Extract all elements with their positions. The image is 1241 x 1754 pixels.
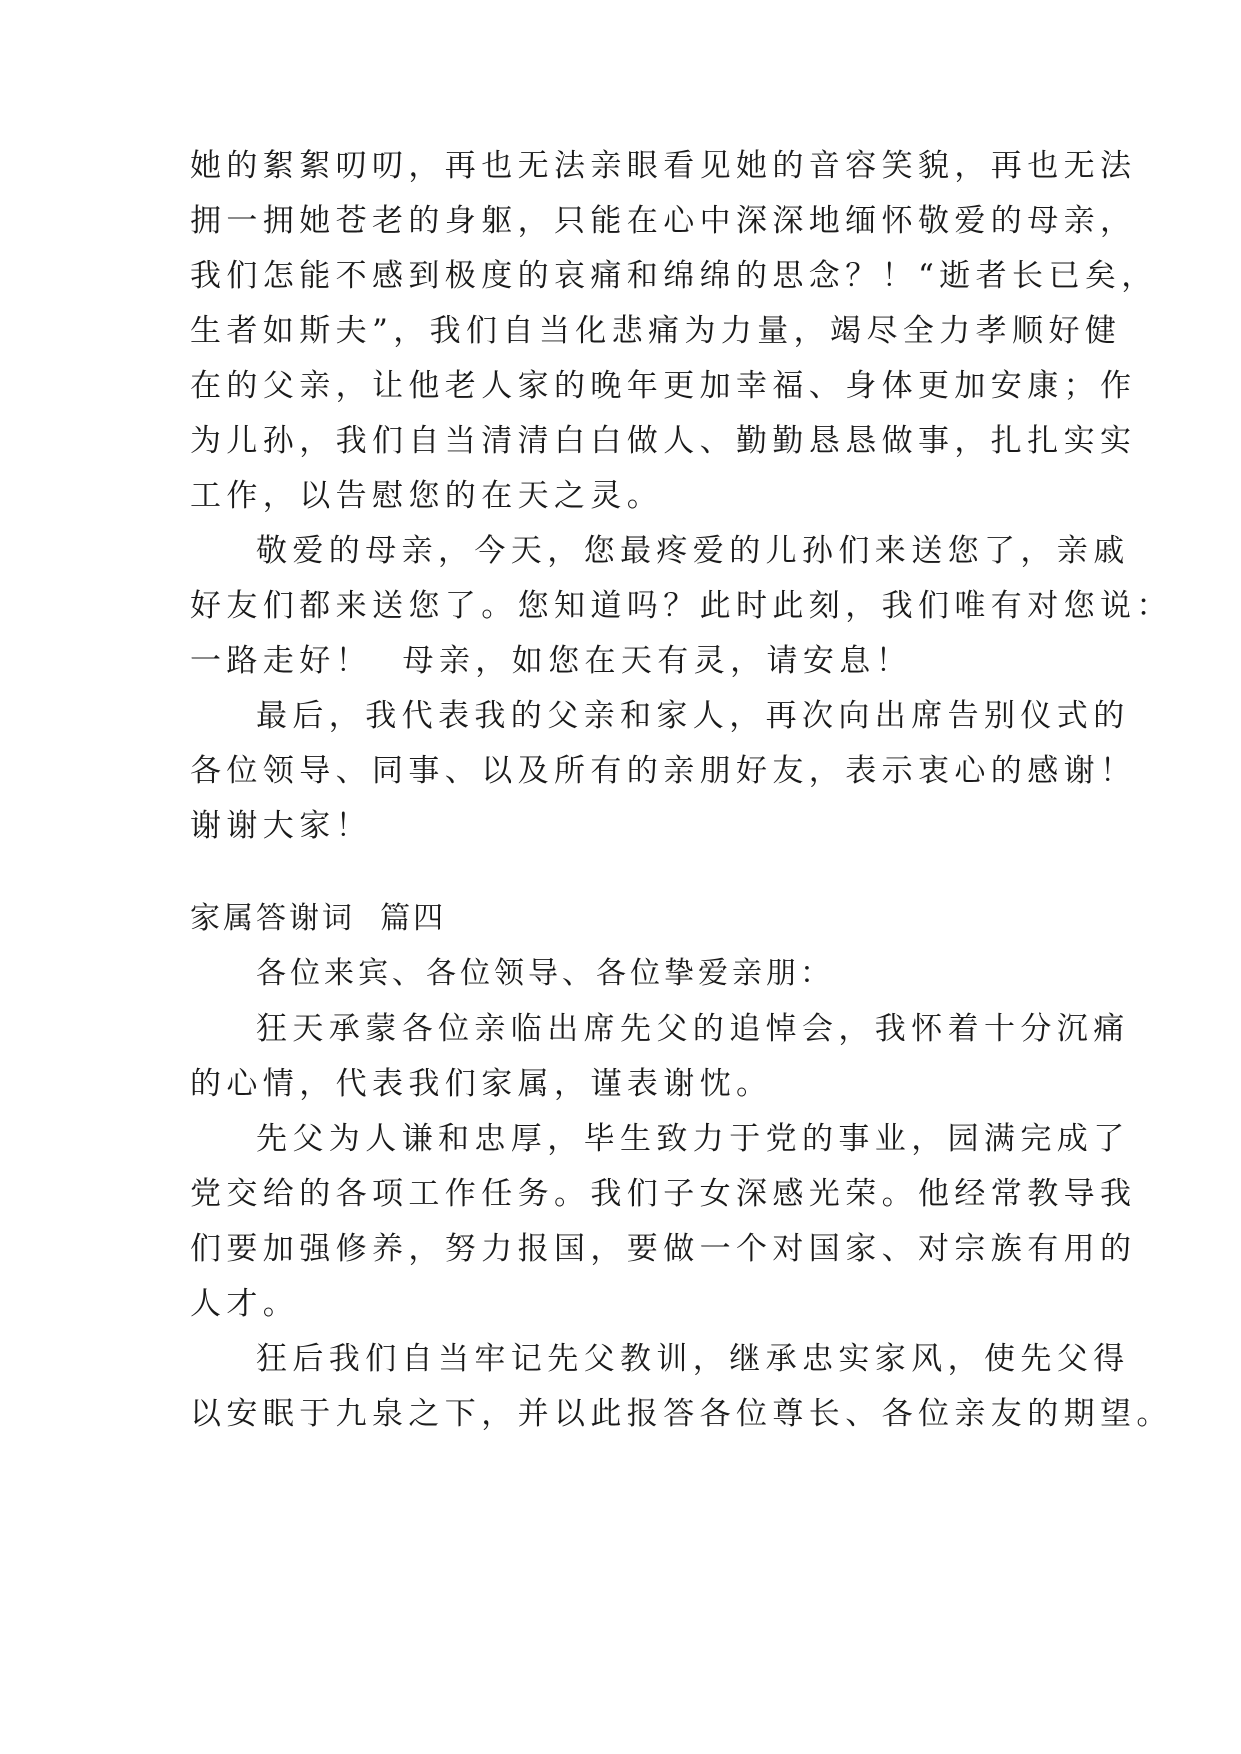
paragraph-line: 以安眠于九泉之下，并以此报答各位尊长、各位亲友的期望。 xyxy=(190,1396,1173,1432)
paragraph-line: 敬爱的母亲，今天，您最疼爱的儿孙们来送您了，亲戚 xyxy=(256,533,1130,569)
section-heading: 家属答谢词 篇四 xyxy=(190,901,447,936)
paragraph-line: 狂后我们自当牢记先父教训，继承忠实家风，使先父得 xyxy=(256,1341,1130,1377)
paragraph-line: 在的父亲，让他老人家的晚年更加幸福、身体更加安康；作 xyxy=(190,368,1137,404)
paragraph-line: 一路走好！ 母亲，如您在天有灵，请安息！ xyxy=(190,643,913,679)
paragraph-line: 先父为人谦和忠厚，毕生致力于党的事业，园满完成了 xyxy=(256,1121,1130,1157)
paragraph-line: 狂天承蒙各位亲临出席先父的追悼会，我怀着十分沉痛 xyxy=(256,1011,1130,1047)
paragraph-line: 各位领导、同事、以及所有的亲朋好友，表示衷心的感谢！ xyxy=(190,753,1137,789)
paragraph-line: 为儿孙，我们自当清清白白做人、勤勤恳恳做事，扎扎实实 xyxy=(190,423,1137,459)
paragraph-line: 人才。 xyxy=(190,1286,300,1322)
greeting-line: 各位来宾、各位领导、各位挚爱亲朋： xyxy=(256,956,834,991)
paragraph-line: 谢谢大家！ xyxy=(190,808,372,844)
paragraph-line: 她的絮絮叨叨，再也无法亲眼看见她的音容笑貌，再也无法 xyxy=(190,148,1137,184)
paragraph-line: 拥一拥她苍老的身躯，只能在心中深深地缅怀敬爱的母亲， xyxy=(190,203,1137,239)
paragraph-line: 工作，以告慰您的在天之灵。 xyxy=(190,478,664,514)
paragraph-line: 的心情，代表我们家属，谨表谢忱。 xyxy=(190,1066,773,1102)
paragraph-line: 生者如斯夫”，我们自当化悲痛为力量，竭尽全力孝顺好健 xyxy=(190,313,1122,349)
paragraph-line: 党交给的各项工作任务。我们子女深感光荣。他经常教导我 xyxy=(190,1176,1137,1212)
paragraph-line: 们要加强修养，努力报国，要做一个对国家、对宗族有用的 xyxy=(190,1231,1137,1267)
paragraph-line: 我们怎能不感到极度的哀痛和绵绵的思念？！“逝者长已矣， xyxy=(190,258,1158,294)
paragraph-line: 最后，我代表我的父亲和家人，再次向出席告别仪式的 xyxy=(256,698,1130,734)
paragraph-line: 好友们都来送您了。您知道吗？此时此刻，我们唯有对您说： xyxy=(190,588,1173,624)
